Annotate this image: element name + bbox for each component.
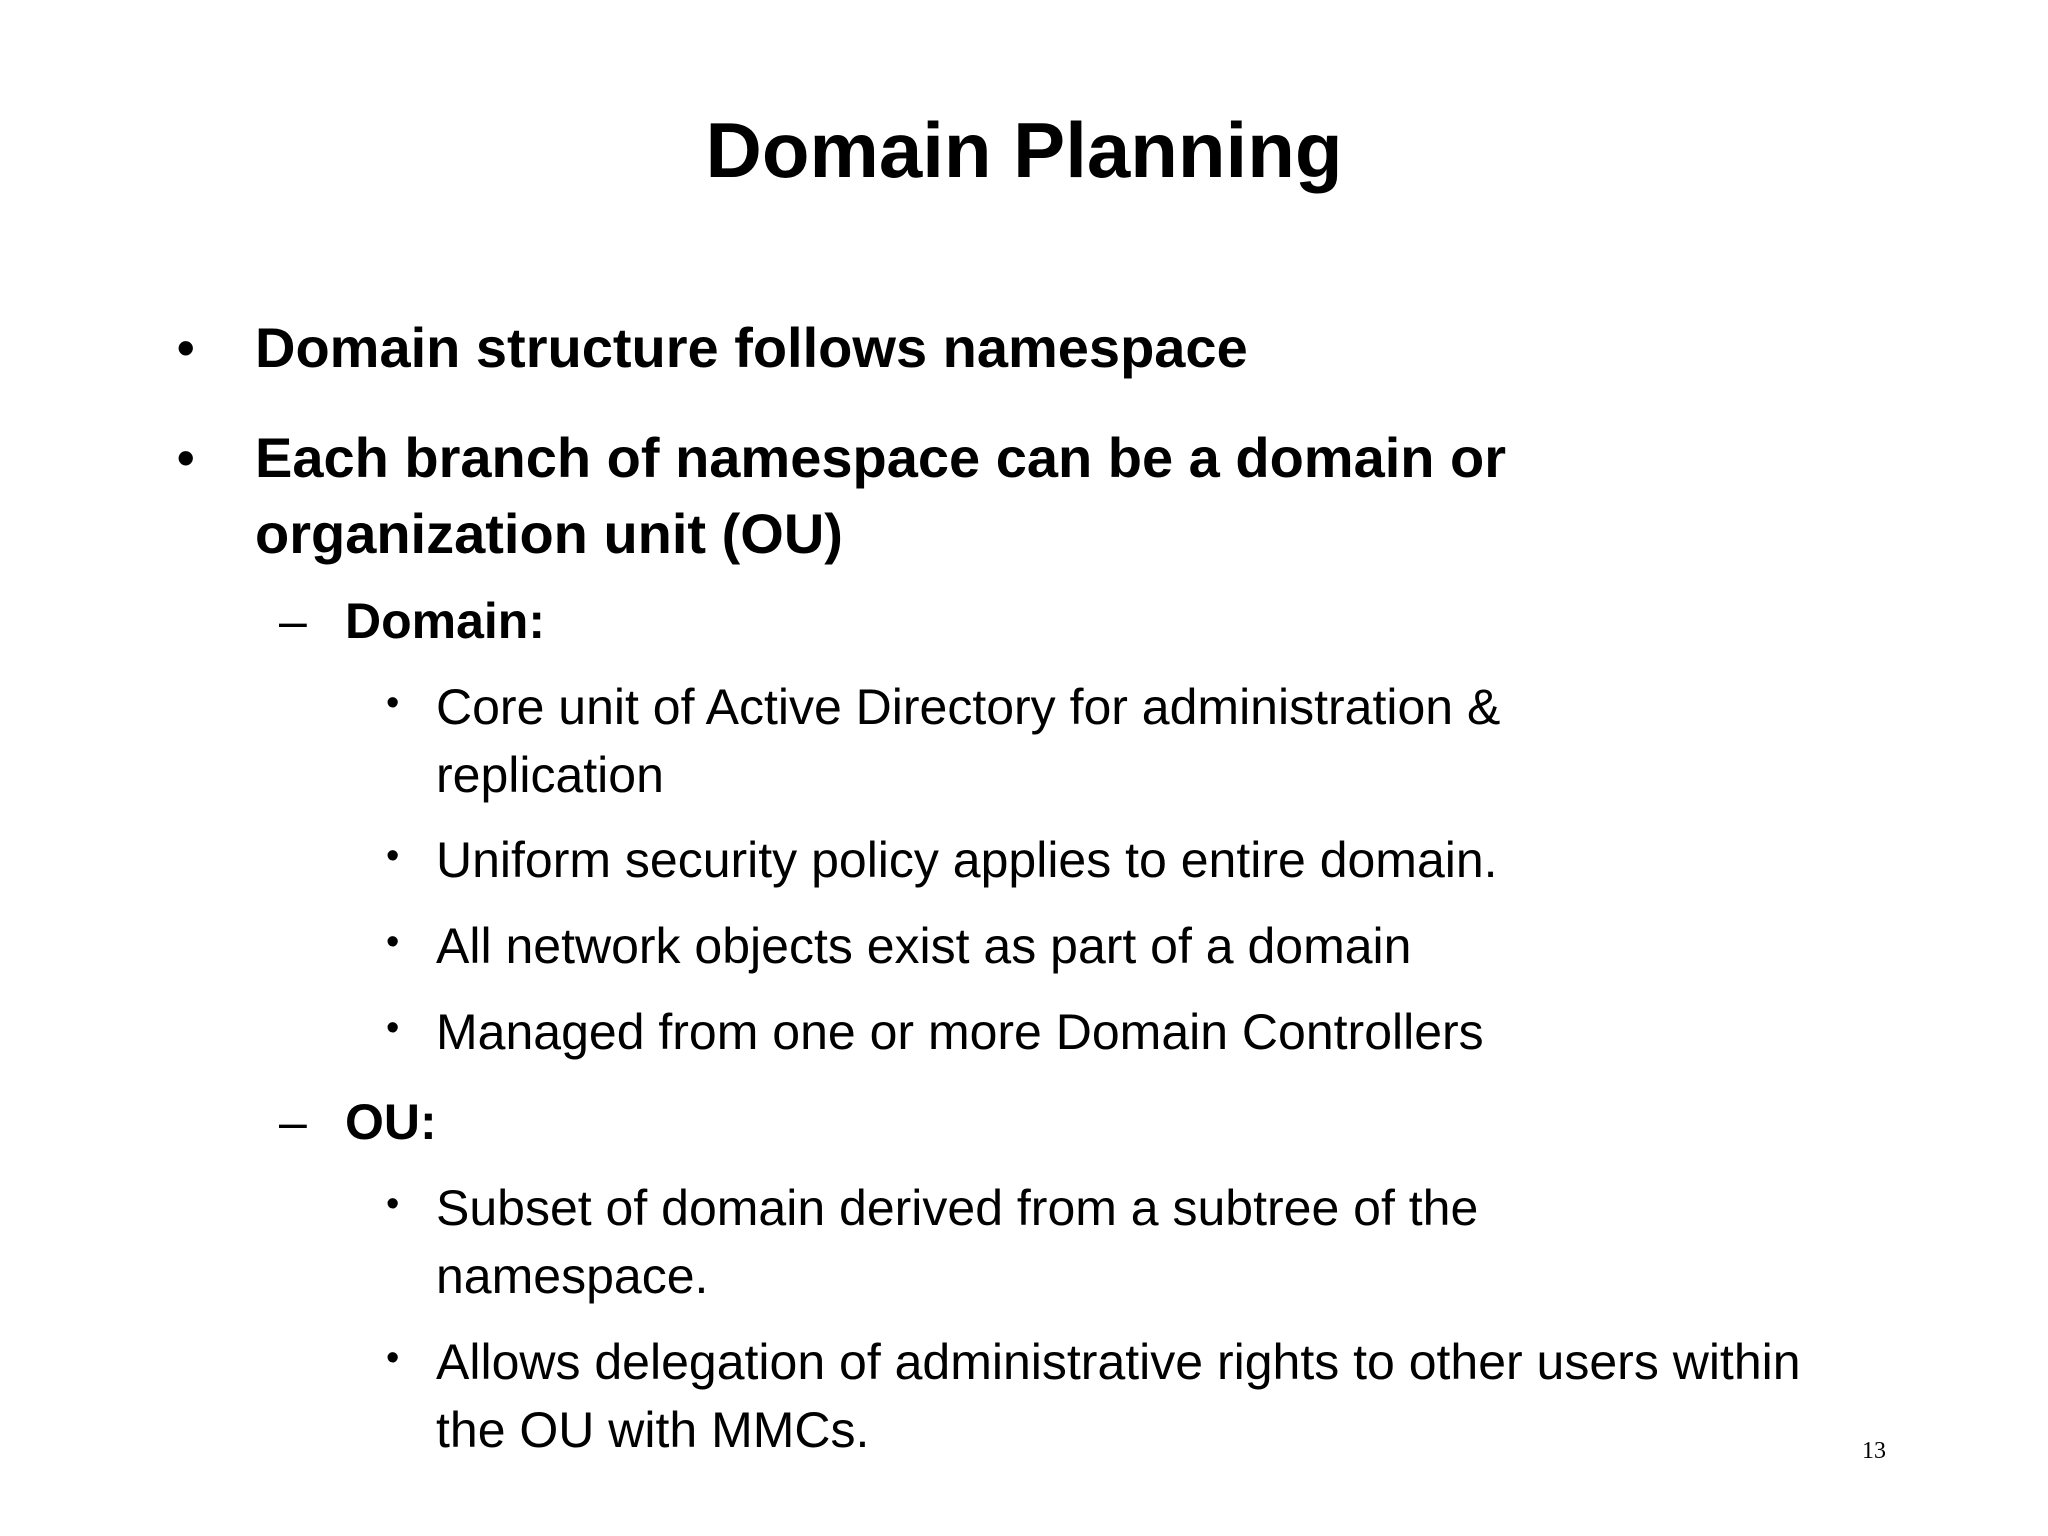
domain-item-security-policy xyxy=(386,826,1866,894)
bullet-marker: • xyxy=(177,430,195,486)
dash-marker: – xyxy=(279,1094,307,1150)
bullet-namespace-branch xyxy=(177,420,1755,572)
domain-item-core-unit xyxy=(386,673,1726,809)
bullet-marker: • xyxy=(177,320,195,376)
item-text: Allows delegation of administrative rights to other users within the OU with MMCs. xyxy=(436,1334,1801,1458)
bullet-marker: • xyxy=(386,1183,400,1225)
slide-title: Domain Planning xyxy=(705,106,1343,194)
item-text: Core unit of Active Directory for administration & replication xyxy=(436,679,1501,803)
domain-item-domain-controllers xyxy=(386,998,1866,1066)
bullet-marker: • xyxy=(386,835,400,877)
bullet-marker: • xyxy=(386,921,400,963)
item-text: Subset of domain derived from a subtree of the namespace. xyxy=(436,1180,1479,1304)
bullet-text: Each branch of namespace can be a domain or organization unit (OU) xyxy=(255,426,1507,565)
sub-heading-ou xyxy=(279,1089,1745,1155)
sub-heading-domain xyxy=(279,588,1745,654)
sub-heading-label: OU: xyxy=(345,1094,437,1150)
item-text: Managed from one or more Domain Controllers xyxy=(436,1004,1484,1060)
item-text: Uniform security policy applies to entire domain. xyxy=(436,832,1498,888)
domain-item-network-objects xyxy=(386,912,1866,980)
bullet-marker: • xyxy=(386,682,400,724)
bullet-marker: • xyxy=(386,1337,400,1379)
sub-heading-label: Domain: xyxy=(345,593,545,649)
bullet-marker: • xyxy=(386,1007,400,1049)
bullet-domain-structure xyxy=(177,310,1755,386)
ou-item-subset xyxy=(386,1174,1696,1310)
page-number: 13 xyxy=(1862,1438,1886,1464)
bullet-text: Domain structure follows namespace xyxy=(255,316,1248,379)
item-text: All network objects exist as part of a domain xyxy=(436,918,1412,974)
dash-marker: – xyxy=(279,593,307,649)
ou-item-delegation xyxy=(386,1328,1866,1464)
